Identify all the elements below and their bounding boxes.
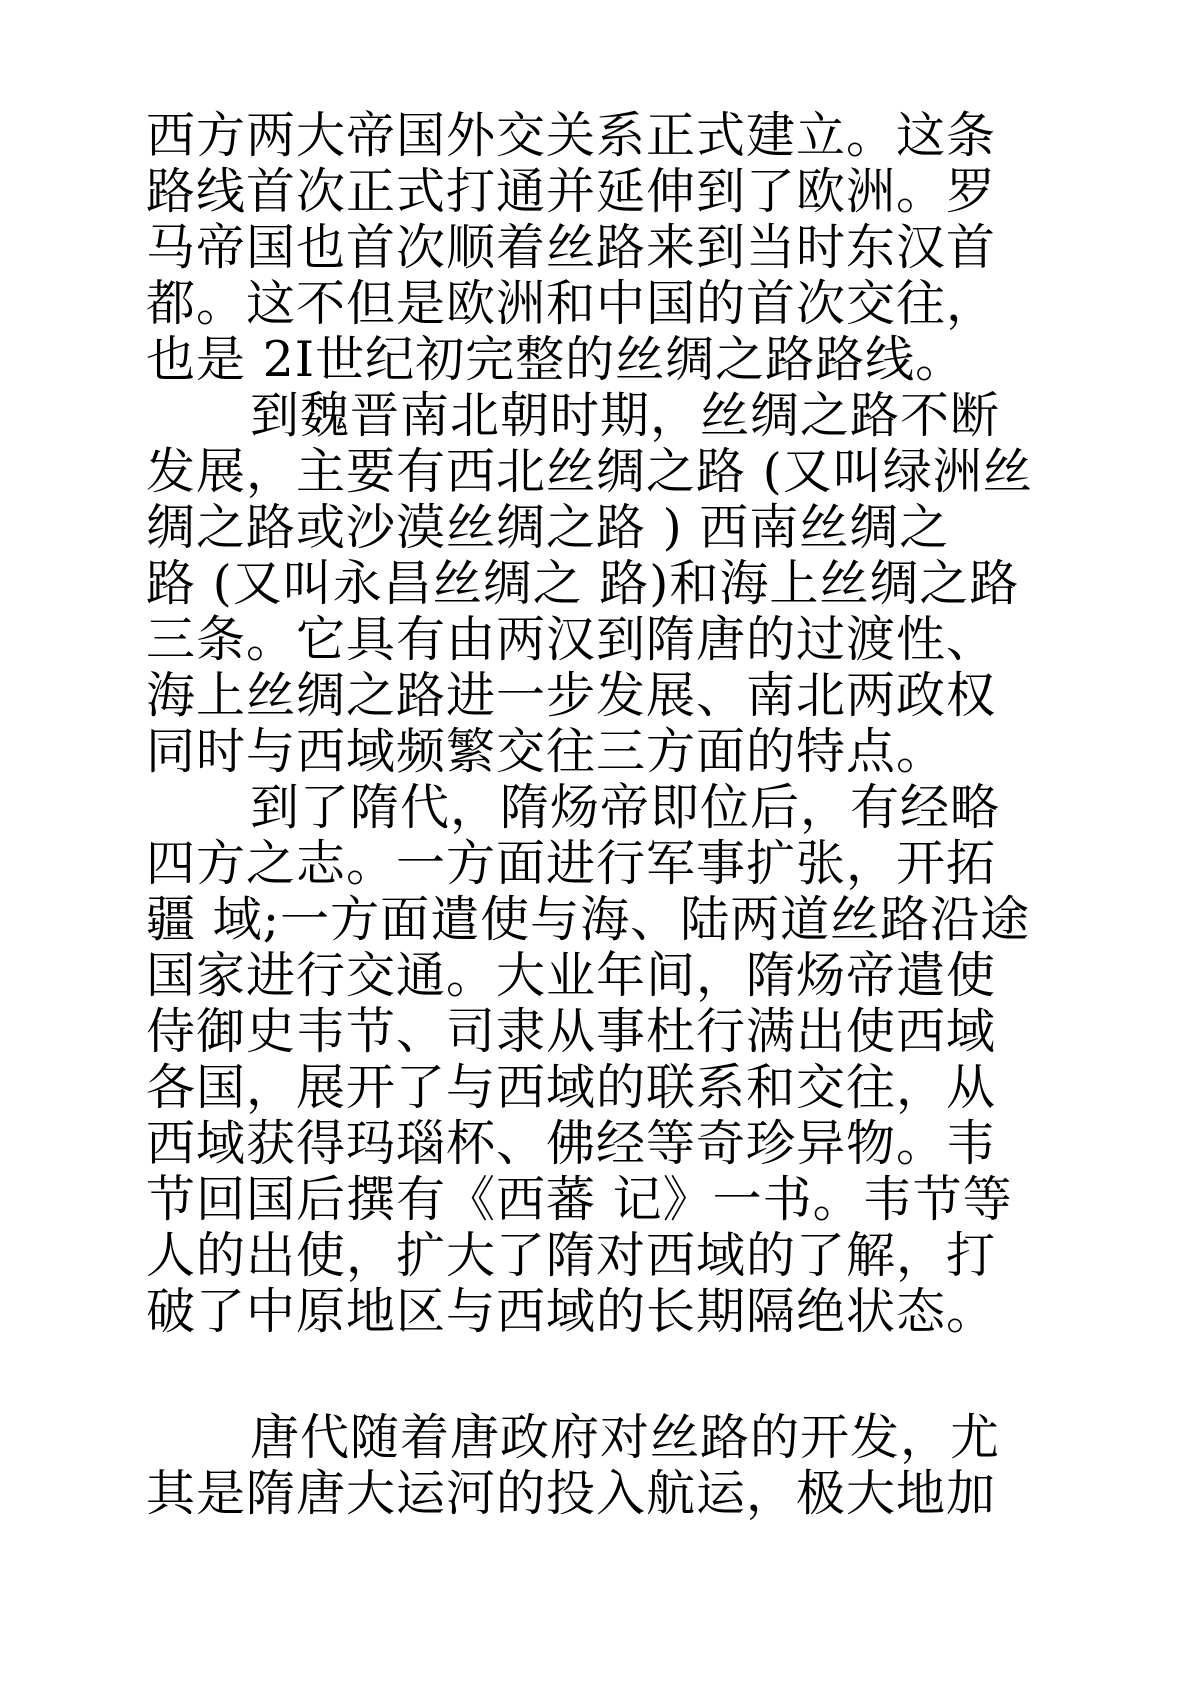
paragraph-start-line: 到魏晋南北朝时期，丝绸之路不断 xyxy=(250,387,1001,444)
text-line: 西方两大帝国外交关系正式建立。这条 xyxy=(146,107,997,164)
paragraph-gap xyxy=(146,1340,1046,1410)
paragraph-start-line: 到了隋代，隋炀帝即位后，有经略 xyxy=(250,779,1001,836)
text-line: 海上丝绸之路进一步发展、南北两政权 xyxy=(146,667,997,724)
text-line: 四方之志。一方面进行军事扩张，开拓 xyxy=(146,835,997,892)
text-line: 发展，主要有西北丝绸之路 (又叫绿洲丝 xyxy=(146,443,1033,500)
text-line: 路 (又叫永昌丝绸之 路)和海上丝绸之路 xyxy=(146,555,1020,612)
text-line: 人的出使，扩大了隋对西域的了解，打 xyxy=(146,1227,997,1284)
text-line: 西域获得玛瑙杯、佛经等奇珍异物。韦 xyxy=(146,1115,997,1172)
text-line: 马帝国也首次顺着丝路来到当时东汉首 xyxy=(146,219,997,276)
text-line: 破了中原地区与西域的长期隔绝状态。 xyxy=(146,1283,997,1340)
paragraph-start-line: 唐代随着唐政府对丝路的开发，尤 xyxy=(250,1409,1001,1466)
text-line: 侍御史韦节、司隶从事杜行满出使西域 xyxy=(146,1003,997,1060)
text-line: 其是隋唐大运河的投入航运，极大地加 xyxy=(146,1465,997,1522)
text-line: 疆 域;一方面遣使与海、陆两道丝路沿途 xyxy=(146,891,1031,948)
text-line: 同时与西域频繁交往三方面的特点。 xyxy=(146,723,947,780)
text-line: 路线首次正式打通并延伸到了欧洲。罗 xyxy=(146,163,997,220)
text-line: 三条。它具有由两汉到隋唐的过渡性、 xyxy=(146,611,997,668)
text-line: 各国，展开了与西域的联系和交往，从 xyxy=(146,1059,997,1116)
text-line: 绸之路或沙漠丝绸之路 ) 西南丝绸之 xyxy=(146,499,950,556)
text-line: 也是 2I世纪初完整的丝绸之路路线。 xyxy=(146,331,966,388)
text-line: 节回国后撰有《西蕃 记》一书。韦节等 xyxy=(146,1171,1013,1228)
text-line: 国家进行交通。大业年间，隋炀帝遣使 xyxy=(146,947,997,1004)
text-line: 都。这不但是欧洲和中国的首次交往， xyxy=(146,275,997,332)
document-body xyxy=(146,108,1046,1522)
